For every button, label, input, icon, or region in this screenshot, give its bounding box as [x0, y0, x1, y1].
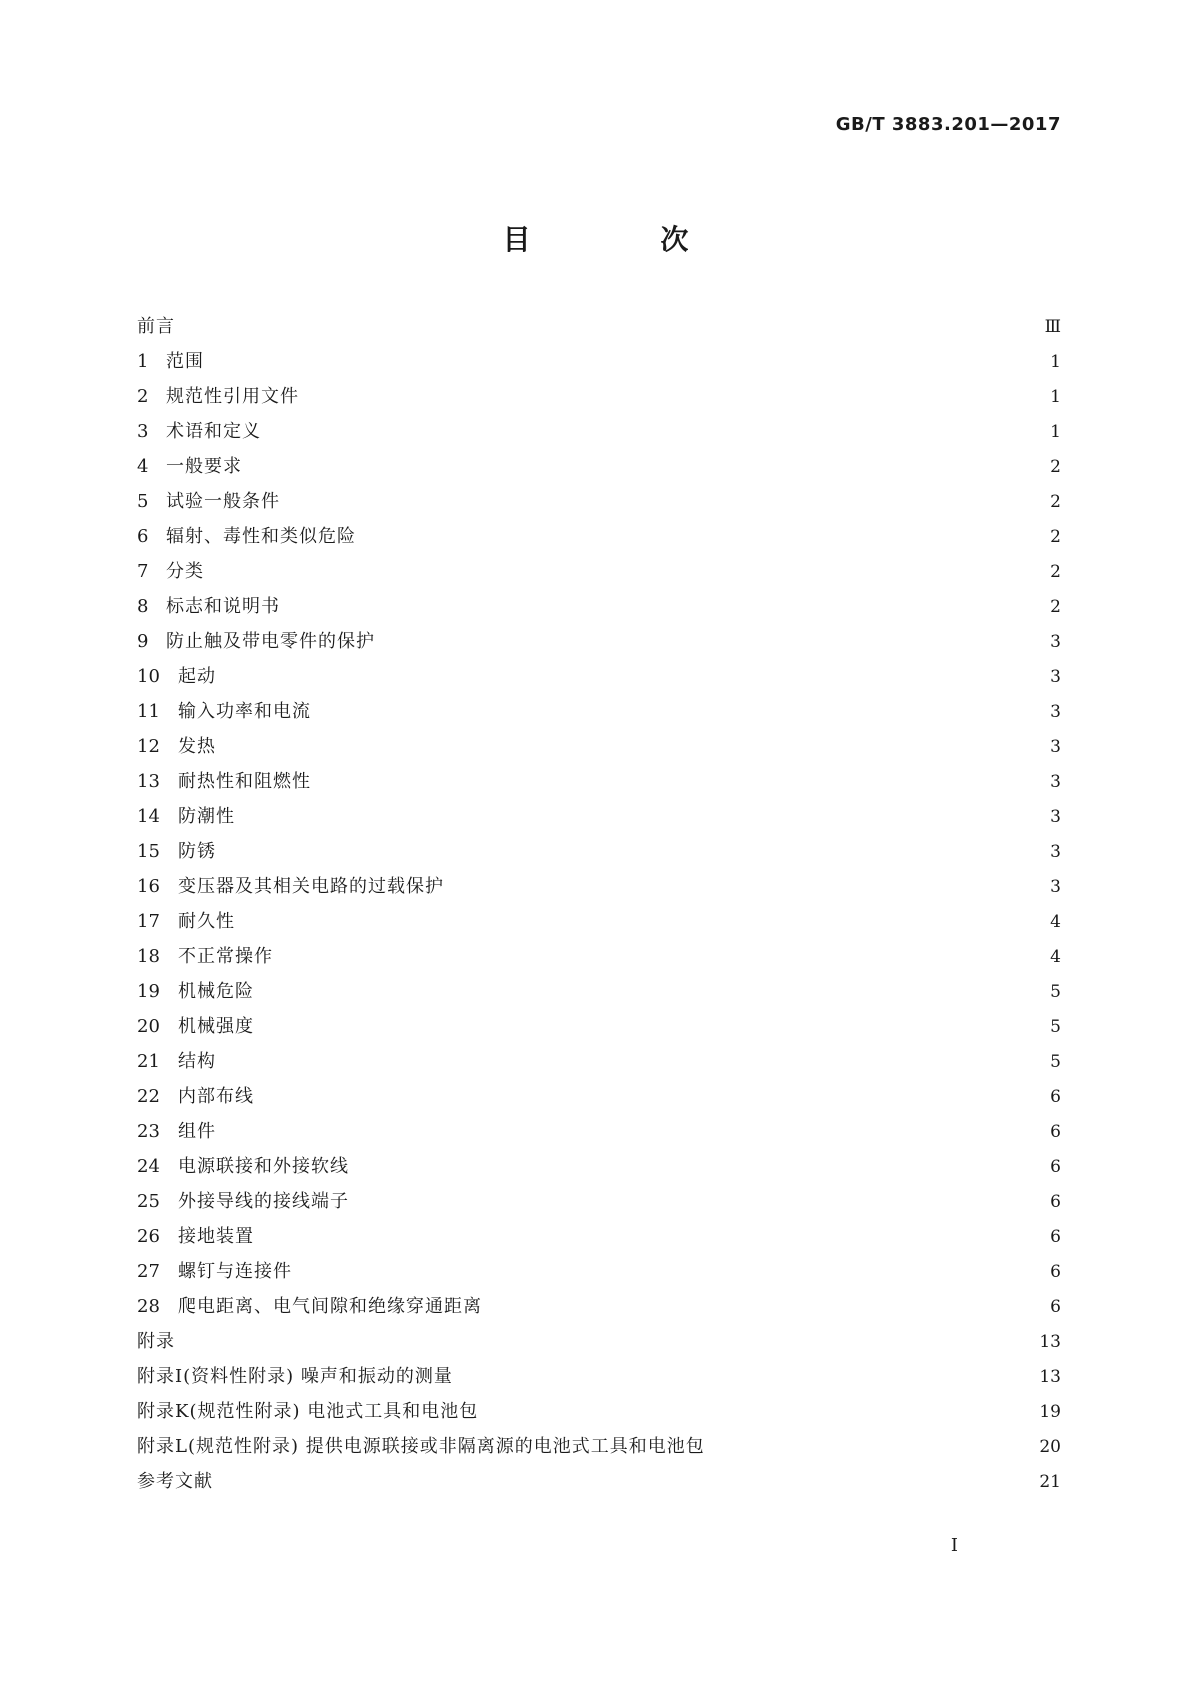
dot-leader	[260, 1224, 1041, 1242]
toc-entry-page: 13	[1039, 1332, 1061, 1352]
toc-entry-page: 4	[1050, 912, 1061, 932]
toc-entry-number: 25	[137, 1191, 160, 1212]
toc-entry-label: 电源联接和外接软线	[178, 1156, 349, 1177]
toc-entry[interactable]	[137, 697, 1061, 732]
toc-entry[interactable]	[137, 662, 1061, 697]
toc-entry-page: 2	[1050, 492, 1061, 512]
dot-leader	[484, 1399, 1033, 1417]
toc-entry-label: 附录	[137, 1331, 175, 1352]
toc-entry-label: 外接导线的接线端子	[178, 1191, 349, 1212]
toc-entry-page: 2	[1050, 527, 1061, 547]
toc-entry-page: 1	[1050, 387, 1061, 407]
toc-entry-page: 5	[1050, 982, 1061, 1002]
toc-entry-label: 结构	[178, 1051, 216, 1072]
toc-entry[interactable]	[137, 347, 1061, 382]
toc-entry-label: 耐久性	[178, 911, 235, 932]
toc-entry-label: 规范性引用文件	[166, 386, 299, 407]
dot-leader	[286, 489, 1041, 507]
dot-leader	[210, 349, 1041, 367]
dot-leader	[317, 699, 1041, 717]
toc-entry-page: 1	[1050, 422, 1061, 442]
toc-entry-label: 一般要求	[166, 456, 242, 477]
toc-entry-number: 14	[137, 806, 160, 827]
toc-entry-number: 18	[137, 946, 160, 967]
toc-entry-label: 接地装置	[178, 1226, 254, 1247]
toc-entry[interactable]	[137, 592, 1061, 627]
toc-entry-label: 参考文献	[137, 1471, 213, 1492]
toc-entry-number: 9	[137, 631, 149, 652]
toc-entry[interactable]	[137, 837, 1061, 872]
toc-entry[interactable]	[137, 417, 1061, 452]
toc-entry-number: 2	[137, 386, 149, 407]
toc-entry-page: 6	[1050, 1157, 1061, 1177]
dot-leader	[286, 594, 1041, 612]
toc-entry-number: 20	[137, 1016, 160, 1037]
toc-entry-label: 附录Ⅰ(资料性附录) 噪声和振动的测量	[137, 1366, 453, 1387]
dot-leader	[222, 734, 1041, 752]
toc-entry-label: 发热	[178, 736, 216, 757]
dot-leader	[260, 1014, 1041, 1032]
dot-leader	[222, 1119, 1041, 1137]
dot-leader	[222, 1049, 1041, 1067]
toc-entry-number: 8	[137, 596, 149, 617]
toc-entry-label: 机械危险	[178, 981, 254, 1002]
toc-entry-label: 标志和说明书	[166, 596, 280, 617]
document-id: GB/T 3883.201—2017	[835, 114, 1061, 135]
dot-leader	[355, 1189, 1041, 1207]
dot-leader	[181, 314, 1039, 332]
toc-entry-page: 6	[1050, 1227, 1061, 1247]
dot-leader	[459, 1364, 1033, 1382]
toc-entry-number: 13	[137, 771, 160, 792]
dot-leader	[222, 664, 1041, 682]
toc-entry-label: 术语和定义	[166, 421, 261, 442]
dot-leader	[219, 1469, 1033, 1487]
toc-entry[interactable]	[137, 1327, 1061, 1362]
dot-leader	[241, 909, 1041, 927]
toc-entry[interactable]	[137, 1187, 1061, 1222]
dot-leader	[260, 1084, 1041, 1102]
dot-leader	[181, 1329, 1033, 1347]
dot-leader	[305, 384, 1041, 402]
toc-entry[interactable]	[137, 907, 1061, 942]
toc-entry[interactable]	[137, 1047, 1061, 1082]
toc-entry-label: 起动	[178, 666, 216, 687]
toc-entry-page: Ⅲ	[1044, 317, 1061, 337]
toc-entry[interactable]	[137, 942, 1061, 977]
toc-entry-page: 3	[1050, 807, 1061, 827]
toc-entry-label: 防锈	[178, 841, 216, 862]
toc-entry[interactable]	[137, 732, 1061, 767]
toc-entry-number: 21	[137, 1051, 160, 1072]
toc-entry-page: 2	[1050, 562, 1061, 582]
toc-entry-page: 6	[1050, 1297, 1061, 1317]
toc-title: 目 次	[502, 223, 749, 256]
toc-entry-label: 不正常操作	[178, 946, 273, 967]
toc-entry-number: 1	[137, 351, 149, 372]
toc-entry[interactable]	[137, 1257, 1061, 1292]
toc-entry-number: 12	[137, 736, 160, 757]
toc-entry-label: 机械强度	[178, 1016, 254, 1037]
dot-leader	[450, 874, 1041, 892]
toc-entry[interactable]	[137, 1432, 1061, 1467]
dot-leader	[362, 524, 1041, 542]
table-of-contents	[137, 312, 1061, 1502]
toc-entry[interactable]	[137, 557, 1061, 592]
toc-entry-number: 19	[137, 981, 160, 1002]
toc-entry-number: 24	[137, 1156, 160, 1177]
toc-entry-label: 变压器及其相关电路的过载保护	[178, 876, 444, 897]
toc-entry[interactable]	[137, 627, 1061, 662]
dot-leader	[488, 1294, 1041, 1312]
toc-entry-number: 17	[137, 911, 160, 932]
toc-entry-label: 前言	[137, 316, 175, 337]
dot-leader	[248, 454, 1041, 472]
dot-leader	[222, 839, 1041, 857]
toc-entry-label: 范围	[166, 351, 204, 372]
toc-entry-page: 5	[1050, 1052, 1061, 1072]
toc-entry-label: 附录L(规范性附录) 提供电源联接或非隔离源的电池式工具和电池包	[137, 1436, 705, 1457]
dot-leader	[210, 559, 1041, 577]
toc-entry-number: 5	[137, 491, 149, 512]
dot-leader	[317, 769, 1041, 787]
toc-entry[interactable]	[137, 1222, 1061, 1257]
dot-leader	[267, 419, 1041, 437]
toc-entry[interactable]	[137, 1117, 1061, 1152]
toc-entry-page: 1	[1050, 352, 1061, 372]
toc-entry-page: 6	[1050, 1087, 1061, 1107]
dot-leader	[279, 944, 1041, 962]
toc-entry-number: 23	[137, 1121, 160, 1142]
toc-entry[interactable]	[137, 872, 1061, 907]
toc-entry-label: 防止触及带电零件的保护	[166, 631, 375, 652]
toc-entry-label: 辐射、毒性和类似危险	[166, 526, 356, 547]
toc-entry-page: 6	[1050, 1192, 1061, 1212]
toc-entry-label: 内部布线	[178, 1086, 254, 1107]
toc-entry-label: 防潮性	[178, 806, 235, 827]
toc-entry[interactable]	[137, 1397, 1061, 1432]
dot-leader	[260, 979, 1041, 997]
toc-entry-page: 6	[1050, 1262, 1061, 1282]
toc-entry-page: 3	[1050, 877, 1061, 897]
toc-entry-page: 6	[1050, 1122, 1061, 1142]
toc-entry[interactable]	[137, 1012, 1061, 1047]
toc-entry-page: 20	[1039, 1437, 1061, 1457]
page-number: I	[950, 1535, 958, 1556]
toc-entry-number: 22	[137, 1086, 160, 1107]
toc-entry-number: 26	[137, 1226, 160, 1247]
toc-entry-number: 16	[137, 876, 160, 897]
dot-leader	[298, 1259, 1041, 1277]
toc-entry-page: 3	[1050, 772, 1061, 792]
toc-entry[interactable]	[137, 1362, 1061, 1397]
toc-entry-page: 2	[1050, 457, 1061, 477]
toc-entry-page: 3	[1050, 702, 1061, 722]
toc-entry-label: 附录K(规范性附录) 电池式工具和电池包	[137, 1401, 479, 1422]
toc-entry-page: 21	[1039, 1472, 1061, 1492]
toc-entry[interactable]	[137, 487, 1061, 522]
dot-leader	[381, 629, 1041, 647]
toc-entry[interactable]	[137, 977, 1061, 1012]
toc-entry-number: 28	[137, 1296, 160, 1317]
toc-entry-label: 螺钉与连接件	[178, 1261, 292, 1282]
toc-entry-number: 4	[137, 456, 149, 477]
toc-entry-number: 7	[137, 561, 149, 582]
toc-entry-number: 11	[137, 701, 160, 722]
toc-entry[interactable]	[137, 382, 1061, 417]
toc-entry[interactable]	[137, 1152, 1061, 1187]
toc-entry-number: 6	[137, 526, 149, 547]
toc-entry[interactable]	[137, 802, 1061, 837]
toc-entry-page: 3	[1050, 737, 1061, 757]
toc-entry-number: 27	[137, 1261, 160, 1282]
toc-entry-page: 3	[1050, 632, 1061, 652]
toc-entry-page: 3	[1050, 667, 1061, 687]
dot-leader	[241, 804, 1041, 822]
toc-entry-page: 2	[1050, 597, 1061, 617]
toc-entry-page: 13	[1039, 1367, 1061, 1387]
toc-entry-number: 15	[137, 841, 160, 862]
toc-entry[interactable]	[137, 312, 1061, 347]
dot-leader	[711, 1434, 1034, 1452]
toc-entry-label: 耐热性和阻燃性	[178, 771, 311, 792]
toc-entry-label: 输入功率和电流	[178, 701, 311, 722]
toc-entry-label: 爬电距离、电气间隙和绝缘穿通距离	[178, 1296, 482, 1317]
toc-entry[interactable]	[137, 1082, 1061, 1117]
toc-entry-number: 10	[137, 666, 160, 687]
toc-entry-label: 组件	[178, 1121, 216, 1142]
toc-entry[interactable]	[137, 1467, 1061, 1502]
toc-entry[interactable]	[137, 767, 1061, 802]
toc-entry-label: 试验一般条件	[166, 491, 280, 512]
dot-leader	[355, 1154, 1041, 1172]
toc-entry[interactable]	[137, 522, 1061, 557]
toc-entry-page: 3	[1050, 842, 1061, 862]
toc-entry-page: 4	[1050, 947, 1061, 967]
toc-entry[interactable]	[137, 1292, 1061, 1327]
toc-entry-page: 19	[1039, 1402, 1061, 1422]
toc-entry-page: 5	[1050, 1017, 1061, 1037]
toc-entry-label: 分类	[166, 561, 204, 582]
toc-entry[interactable]	[137, 452, 1061, 487]
toc-entry-number: 3	[137, 421, 149, 442]
